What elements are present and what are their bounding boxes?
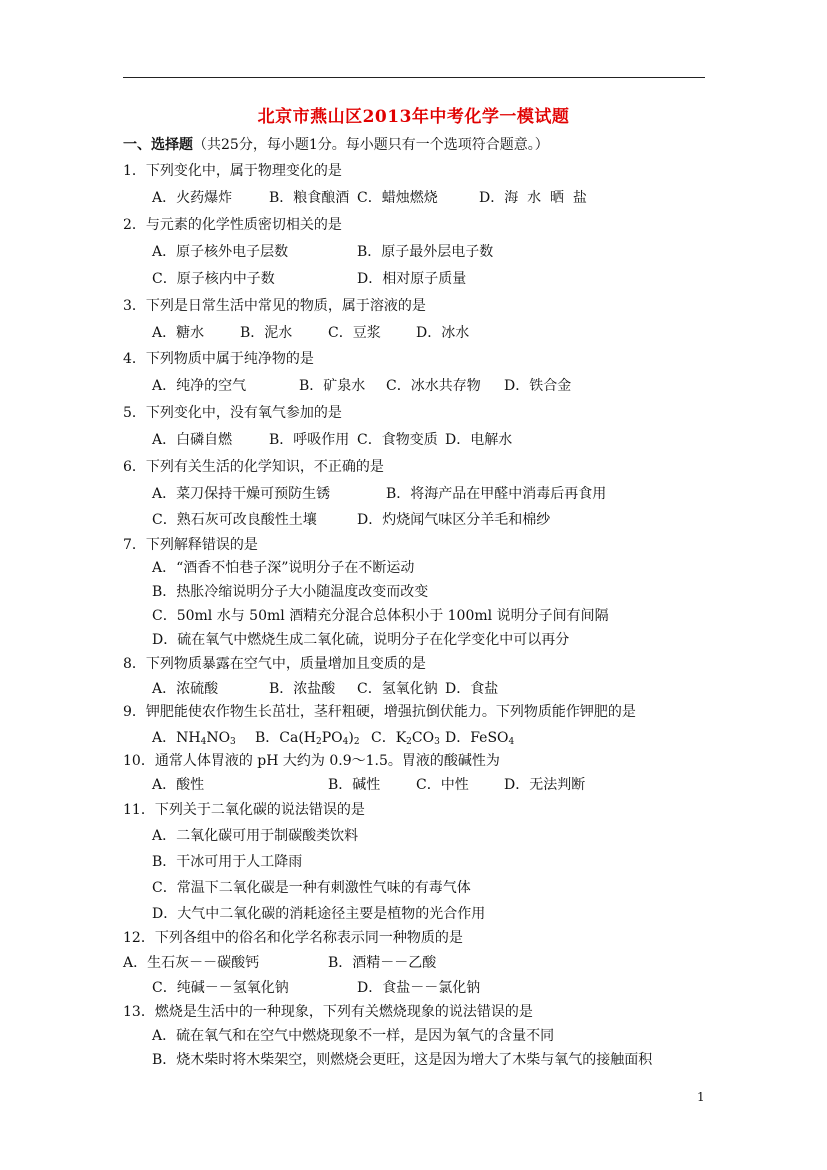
- question-9-stem: 9．钾肥能使农作物生长茁壮，茎秆粗硬，增强抗倒伏能力。下列物质能作钾肥的是: [123, 704, 636, 720]
- question-3-option-a: A．糖水: [152, 325, 205, 341]
- question-13-option-a: A．硫在氧气和在空气中燃烧现象不一样，是因为氧气的含量不同: [152, 1028, 555, 1044]
- question-3-option-c: C．豆浆: [328, 325, 381, 341]
- question-11-option-c: C．常温下二氧化碳是一种有刺激性气味的有毒气体: [152, 880, 471, 896]
- question-7-option-b: B．热胀冷缩说明分子大小随温度改变而改变: [152, 584, 429, 600]
- question-4-stem: 4．下列物质中属于纯净物的是: [123, 351, 314, 367]
- question-5-option-a: A．白磷自燃: [152, 432, 233, 448]
- question-8-option-a: A．浓硫酸: [152, 681, 219, 697]
- question-1-option-c: C．蜡烛燃烧: [357, 190, 438, 206]
- question-11-option-b: B．干冰可用于人工降雨: [152, 854, 303, 870]
- question-2-stem: 2．与元素的化学性质密切相关的是: [123, 217, 342, 233]
- question-11-stem: 11．下列关于二氧化碳的说法错误的是: [123, 802, 365, 818]
- question-9-option-b: B．$Ca(H_2PO_4)_2$: [255, 730, 360, 747]
- question-2-option-b: B．原子最外层电子数: [357, 244, 494, 260]
- question-1-option-b: B．粮食酿酒: [269, 190, 350, 206]
- question-9-option-d: D．FeSO$_4$: [445, 730, 515, 747]
- question-11-option-d: D．大气中二氧化碳的消耗途径主要是植物的光合作用: [152, 906, 486, 922]
- question-4-option-a: A．纯净的空气: [152, 378, 247, 394]
- question-5-option-d: D．电解水: [445, 432, 513, 448]
- question-4-option-d: D．铁合金: [504, 378, 572, 394]
- question-7-option-a: A．“酒香不怕巷子深”说明分子在不断运动: [152, 560, 415, 576]
- section-note: （共25分，每小题1分。每小题只有一个选项符合题意。）: [193, 137, 549, 153]
- question-6-stem: 6．下列有关生活的化学知识，不正确的是: [123, 459, 384, 475]
- question-12-option-a: A．生石灰－－碳酸钙: [123, 955, 260, 971]
- question-1-stem: 1．下列变化中，属于物理变化的是: [123, 163, 342, 179]
- question-6-option-a: A．菜刀保持干燥可预防生锈: [152, 486, 331, 502]
- question-12-stem: 12．下列各组中的俗名和化学名称表示同一种物质的是: [123, 930, 463, 946]
- question-8-option-b: B．浓盐酸: [269, 681, 336, 697]
- question-9-option-a: A．$NH_4NO_3$: [152, 730, 236, 747]
- question-3-stem: 3．下列是日常生活中常见的物质，属于溶液的是: [123, 298, 426, 314]
- question-10-option-b: B．碱性: [328, 777, 381, 793]
- question-7-option-c: C．50ml 水与 50ml 酒精充分混合总体积小于 100ml 说明分子间有间隔: [152, 608, 609, 624]
- question-2-option-d: D．相对原子质量: [357, 271, 467, 287]
- page-title: 北京市燕山区2013年中考化学一模试题: [257, 107, 570, 127]
- question-13-stem: 13．燃烧是生活中的一种现象，下列有关燃烧现象的说法错误的是: [123, 1004, 533, 1020]
- question-9-option-c: C．$K_2CO_3$: [371, 730, 440, 747]
- question-8-stem: 8．下列物质暴露在空气中，质量增加且变质的是: [123, 656, 426, 672]
- question-4-option-b: B．矿泉水: [299, 378, 366, 394]
- question-5-option-b: B．呼吸作用: [269, 432, 350, 448]
- question-11-option-a: A．二氧化碳可用于制碳酸类饮料: [152, 828, 359, 844]
- question-5-option-c: C．食物变质: [357, 432, 438, 448]
- question-7-option-d: D．硫在氧气中燃烧生成二氧化硫，说明分子在化学变化中可以再分: [152, 632, 570, 648]
- question-12-option-b: B．酒精－－乙酸: [328, 955, 437, 971]
- question-3-option-b: B．泥水: [240, 325, 293, 341]
- question-5-stem: 5．下列变化中，没有氧气参加的是: [123, 405, 342, 421]
- question-10-option-a: A．酸性: [152, 777, 205, 793]
- question-3-option-d: D．冰水: [416, 325, 470, 341]
- question-13-option-b: B．烧木柴时将木柴架空，则燃烧会更旺，这是因为增大了木柴与氧气的接触面积: [152, 1052, 653, 1068]
- section-heading: [123, 134, 549, 154]
- question-1-option-d: D．海 水 晒 盐: [479, 190, 587, 206]
- question-12-option-c: C．纯碱－－氢氧化钠: [152, 980, 289, 996]
- question-8-option-c: C．氢氧化钠: [357, 681, 438, 697]
- question-2-option-c: C．原子核内中子数: [152, 271, 275, 287]
- question-6-option-c: C．熟石灰可改良酸性土壤: [152, 512, 317, 528]
- question-4-option-c: C．冰水共存物: [386, 378, 481, 394]
- question-12-option-d: D．食盐－－氯化钠: [357, 980, 481, 996]
- question-8-option-d: D．食盐: [445, 681, 499, 697]
- section-title: 一、选择题: [123, 137, 193, 153]
- question-1-option-a: A．火药爆炸: [152, 190, 233, 206]
- question-10-option-c: C．中性: [416, 777, 469, 793]
- page-number: 1: [697, 1090, 705, 1104]
- question-10-option-d: D．无法判断: [504, 777, 586, 793]
- question-6-option-d: D．灼烧闻气味区分羊毛和棉纱: [357, 512, 551, 528]
- question-7-stem: 7．下列解释错误的是: [123, 537, 258, 553]
- question-2-option-a: A．原子核外电子层数: [152, 244, 289, 260]
- question-6-option-b: B．将海产品在甲醛中消毒后再食用: [386, 486, 607, 502]
- question-10-stem: 10．通常人体胃液的 pH 大约为 0.9～1.5。胃液的酸碱性为: [123, 753, 500, 769]
- header-rule: [123, 77, 705, 78]
